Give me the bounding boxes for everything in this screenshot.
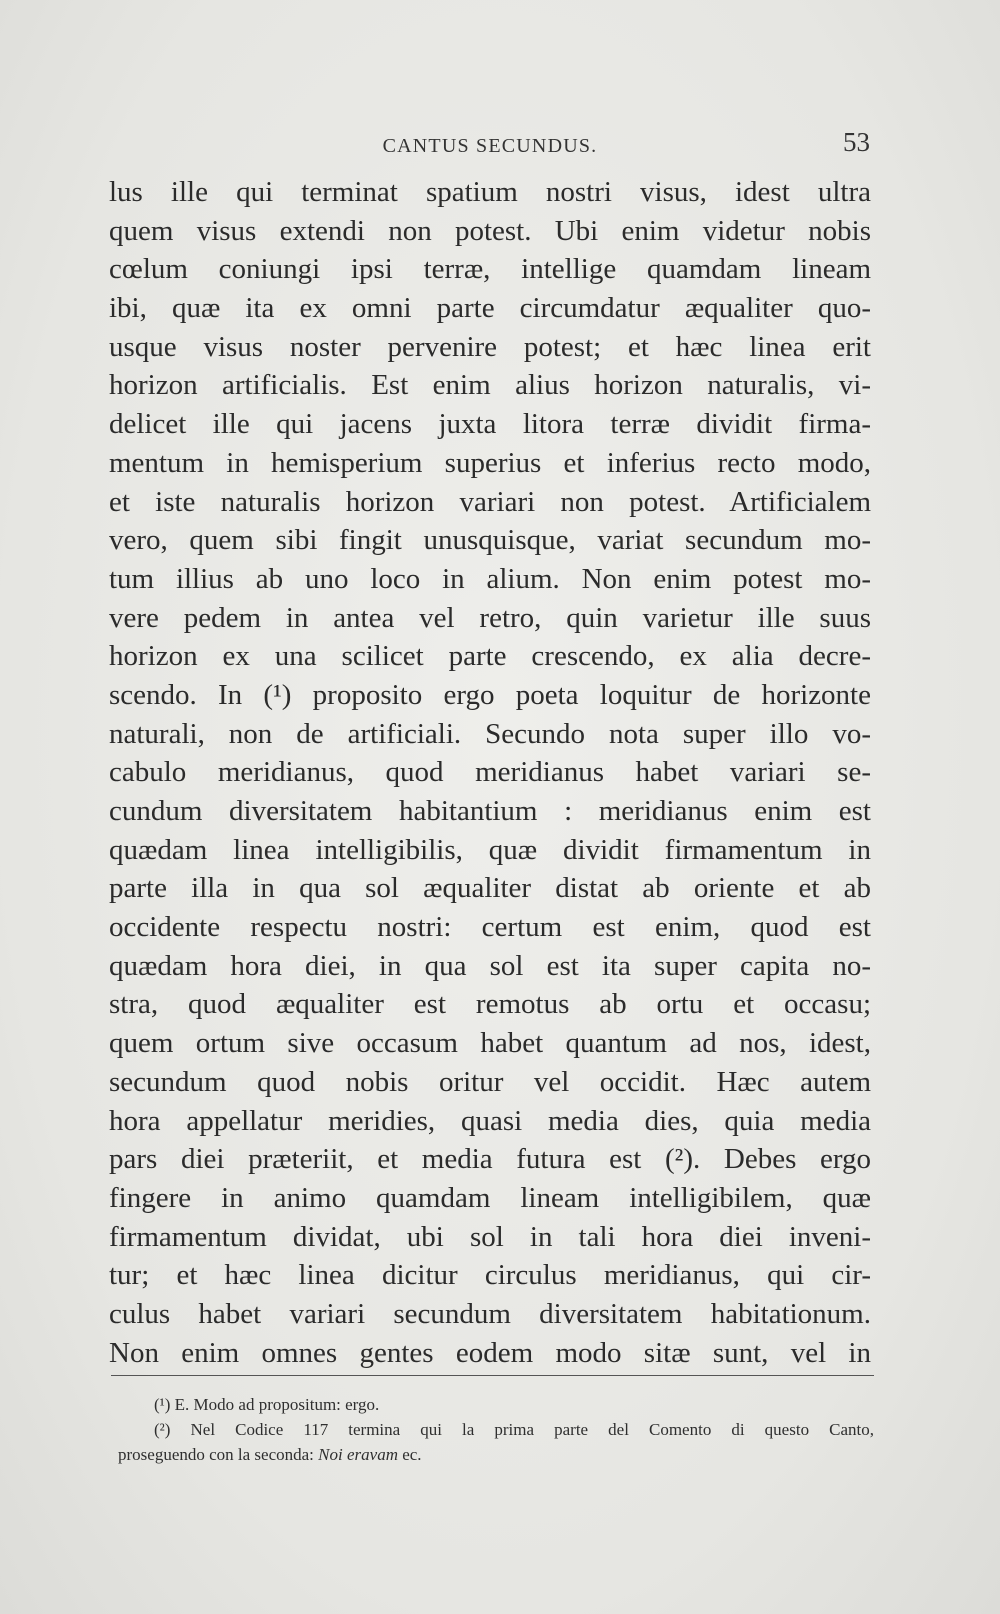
text-line: fingere in animo quamdam lineam intelligibilem, quæ (109, 1181, 871, 1214)
text-line: secundum quod nobis oritur vel occidit. Hæc autem (109, 1065, 871, 1098)
text-line: quædam linea intelligibilis, quæ dividit firmamentum in (109, 833, 871, 866)
text-line: occidente respectu nostri: certum est enim, quod est (109, 911, 871, 944)
footnote-marker: (¹) (154, 1395, 171, 1414)
text-line: mentum in hemisperium superius et inferius recto modo, (109, 446, 871, 479)
footnote-text: ec. (402, 1445, 422, 1464)
text-line: quædam hora diei, in qua sol est ita super capita no- (109, 949, 871, 982)
text-line: firmamentum dividat, ubi sol in tali hora diei inveni- (109, 1220, 871, 1253)
text-line: pars diei præteriit, et media futura est (²). Debes ergo (109, 1143, 871, 1176)
text-line: horizon artificialis. Est enim alius horizon naturalis, vi- (109, 369, 871, 402)
text-line: vere pedem in antea vel retro, quin varietur ille suus (109, 601, 871, 634)
text-line: cœlum coniungi ipsi terræ, intellige quamdam lineam (109, 253, 871, 286)
footnote-text: proseguendo con la seconda: (118, 1445, 314, 1464)
page-header (110, 127, 870, 167)
text-line: tur; et hæc linea dicitur circulus meridianus, qui cir- (109, 1259, 871, 1292)
text-line: horizon ex una scilicet parte crescendo, ex alia decre- (109, 640, 871, 673)
footnote-separator (111, 1375, 874, 1376)
text-line: quem ortum sive occasum habet quantum ad nos, idest, (109, 1027, 871, 1060)
text-line: scendo. In (¹) proposito ergo poeta loquitur de horizonte (109, 678, 871, 711)
footnote-2 (118, 1417, 874, 1467)
text-line: cabulo meridianus, quod meridianus habet variari se- (109, 756, 871, 789)
text-line: tum illius ab uno loco in alium. Non enim potest mo- (109, 562, 871, 595)
text-line: et iste naturalis horizon variari non potest. Artificialem (109, 485, 871, 518)
text-line: culus habet variari secundum diversitatem habitationum. (109, 1297, 871, 1330)
footnote-1 (118, 1392, 874, 1417)
text-line: quem visus extendi non potest. Ubi enim videtur nobis (109, 214, 871, 247)
footnote-text: E. Modo ad propositum: ergo. (174, 1395, 380, 1414)
text-line: cundum diversitatem habitantium : meridianus enim est (109, 795, 871, 827)
footnotes (118, 1392, 874, 1467)
text-line: naturali, non de artificiali. Secundo nota super illo vo- (109, 717, 871, 750)
text-line: usque visus noster pervenire potest; et hæc linea erit (109, 330, 871, 363)
text-line: delicet ille qui jacens juxta litora terræ dividit firma- (109, 408, 871, 441)
text-line: parte illa in qua sol æqualiter distat ab oriente et ab (109, 872, 871, 905)
text-line: ibi, quæ ita ex omni parte circumdatur æqualiter quo- (109, 292, 871, 325)
text-line: stra, quod æqualiter est remotus ab ortu et occasu; (109, 988, 871, 1021)
running-title: CANTUS SECUNDUS. (382, 135, 598, 157)
text-line: hora appellatur meridies, quasi media dies, quia media (109, 1104, 871, 1137)
footnote-italic-quote: Noi eravam (318, 1445, 398, 1464)
page-number: 53 (843, 127, 870, 157)
text-line: vero, quem sibi fingit unusquisque, variat secundum mo- (109, 524, 871, 557)
text-line: lus ille qui terminat spatium nostri visus, idest ultra (109, 176, 871, 208)
text-line: Non enim omnes gentes eodem modo sitæ sunt, vel in (109, 1336, 871, 1369)
footnote-marker: (²) (154, 1420, 171, 1439)
footnote-text: Nel Codice 117 termina qui la prima parte del Comento di questo Canto, (190, 1420, 874, 1439)
main-text (109, 173, 871, 1372)
